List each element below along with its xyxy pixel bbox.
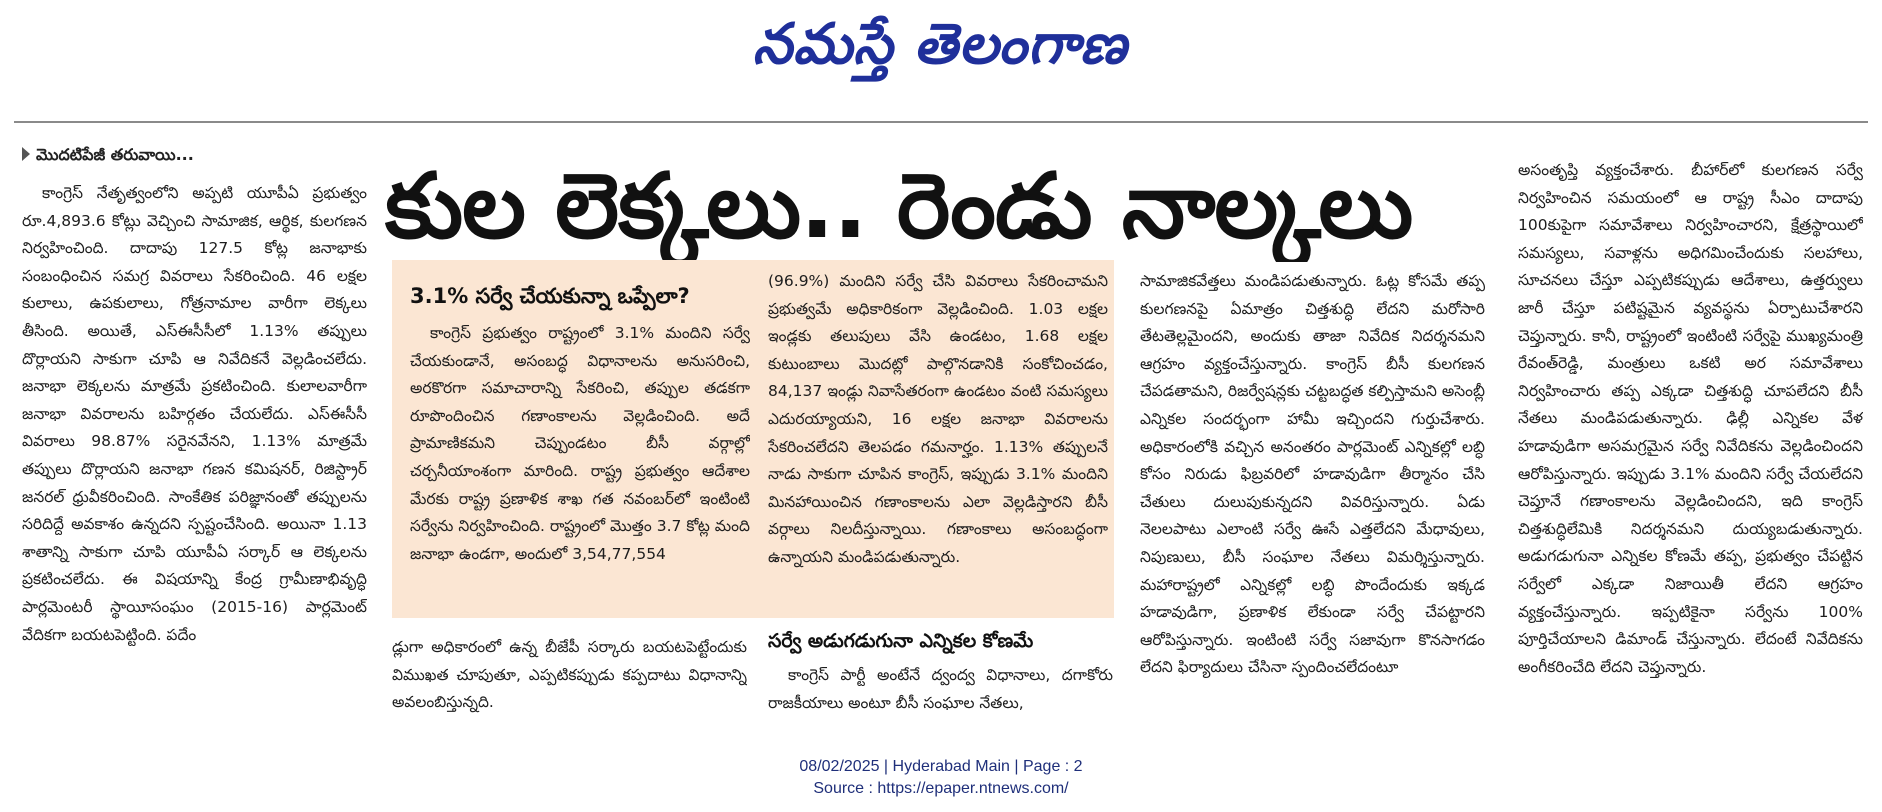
box-column-1 — [410, 320, 750, 610]
footer-dateline: 08/02/2025 | Hyderabad Main | Page : 2 — [799, 758, 1083, 775]
paragraph: డ్లుగా అధికారంలో ఉన్న బీజేపీ సర్కారు బయటపెట్టేందుకు విముఖత చూపుతూ, ఎప్పటికప్పుడు కప్పదాటు విధానాన్ని అవలంబిస్తున్నది. — [392, 638, 747, 712]
masthead — [0, 0, 1882, 100]
box-title: 3.1% సర్వే చేయకున్నా ఒప్పేలా? — [410, 284, 690, 308]
paragraph: సామాజికవేత్తలు మండిపడుతున్నారు. ఓట్ల కోసమే తప్ప కులగణనపై ఏమాత్రం చిత్తశుద్ధి లేదని మరోసారి తేటతెల్లమైందని, అందుకు తాజా నివేదిక నిదర్శనమని ఆగ్రహం వ్యక్తంచేస్తున్నారు. కాంగ్రెస్ బీసీ కులగణన చేపడతామని, రిజర్వేషన్లకు చట్టబద్ధత కల్పిస్తామని అసెంబ్లీ ఎన్నికల సందర్భంగా హామీ ఇచ్చిందని గుర్తుచేశారు. అధికారంలోకి వచ్చిన అనంతరం పార్లమెంట్ ఎన్నికల్లో లబ్ధి కోసం నిరుడు ఫిబ్రవరిలో హడావుడిగా తీర్మానం చేసి చేతులు దులుపుకున్నదని వివరిస్తున్నారు. ఏడు నెలలపాటు ఎలాంటి సర్వే ఊసే ఎత్తలేదని మేధావులు, నిపుణులు, బీసీ సంఘాల నేతలు విమర్శిస్తున్నారు. మహారాష్ట్రలో ఎన్నికల్లో లబ్ధి పొందేందుకు ఇక్కడ హడావుడిగా, ప్రణాళిక లేకుండా సర్వే చేపట్టారని ఆరోపిస్తున్నారు. ఇంటింటి సర్వే సజావుగా కొనసాగడం లేదని ఫిర్యాదులు చేసినా స్పందించలేదంటూ — [1140, 272, 1485, 677]
header-divider — [14, 121, 1868, 123]
newspaper-logo: నమస్తే తెలంగాణ — [752, 12, 1128, 77]
box-column-2 — [768, 268, 1108, 613]
paragraph: కాంగ్రెస్ ప్రభుత్వం రాష్ట్రంలో 3.1% మందిని సర్వే చేయకుండానే, అసంబద్ధ విధానాలను అనుసరించి, అరకొరగా సమాచారాన్ని సేకరించి, తప్పుల తడకగా రూపొందించిన గణాంకాలను వెల్లడించింది. అదే ప్రామాణికమని చెప్పుండటం బీసీ వర్గాల్లో చర్చనీయాంశంగా మారింది. రాష్ట్ర ప్రభుత్వం ఆదేశాల మేరకు రాష్ట్ర ప్రణాళిక శాఖ గత నవంబర్‌లో ఇంటింటి సర్వేను నిర్వహించింది. రాష్ట్రంలో మొత్తం 3.7 కోట్ల మంది జనాభా ఉండగా, అందులో 3,54,77,554 — [410, 324, 750, 563]
footer-source: Source : https://epaper.ntnews.com/ — [813, 780, 1069, 797]
article-column-left — [22, 180, 367, 720]
headline: కుల లెక్కలు.. రెండు నాల్కలు — [385, 154, 1413, 259]
article-column-right-1 — [1140, 268, 1485, 718]
article-column-sub — [768, 662, 1113, 722]
kicker-label: మొదటిపేజీ తరువాయి... — [36, 145, 194, 164]
subheading: సర్వే అడుగడుగునా ఎన్నికల కోణమే — [768, 630, 1034, 652]
paragraph: కాంగ్రెస్ పార్టీ అంటేనే ద్వంద్వ విధానాలు, దగాకోరు రాజకీయాలు అంటూ బీసీ సంఘాల నేతలు, — [768, 666, 1113, 712]
paragraph: కాంగ్రెస్ నేతృత్వంలోని అప్పటి యూపీఏ ప్రభుత్వం రూ.4,893.6 కోట్లు వెచ్చించి సామాజిక, ఆర్థిక, కులగణన నిర్వహించింది. దాదాపు 127.5 కోట్ల జనాభాకు సంబంధించిన సమగ్ర వివరాలు సేకరించింది. 46 లక్షల కులాలు, ఉపకులాలు, గోత్రనామాల వారీగా లెక్కలు తీసింది. అయితే, ఎస్ఈసీసీలో 1.13% తప్పులు దొర్లాయని సాకుగా చూపి ఆ నివేదికనే వెల్లడించలేదు. జనాభా లెక్కలను మాత్రమే ప్రకటించింది. కులాలవారీగా జనాభా వివరాలను బహిర్గతం చేయలేదు. ఎస్ఈసీసీ వివరాలు 98.87% సరైనవేనని, 1.13% మాత్రమే తప్పులు దొర్లాయని జనాభా గణన కమిషనర్, రిజిస్ట్రార్ జనరల్ ధ్రువీకరించింది. సాంకేతిక పరిజ్ఞానంతో తప్పులను సరిదిద్దే అవకాశం ఉన్నదని స్పష్టంచేసింది. అయినా 1.13 శాతాన్ని సాకుగా చూపి యూపీఏ సర్కార్ ఆ లెక్కలను ప్రకటించలేదు. ఈ విషయాన్ని కేంద్ర గ్రామీణాభివృద్ధి పార్లమెంటరీ స్థాయీసంఘం (2015-16) పార్లమెంట్ వేదికగా బయటపెట్టింది. పదేం — [22, 184, 367, 644]
paragraph: (96.9%) మందిని సర్వే చేసి వివరాలు సేకరించామని ప్రభుత్వమే అధికారికంగా వెల్లడించింది. 1.03 లక్షల ఇండ్లకు తలుపులు వేసి ఉండటం, 1.68 లక్షల కుటుంబాలు మొదట్లో పాల్గొనడానికి సంకోచించడం, 84,137 ఇండ్లు నివాసేతరంగా ఉండటం వంటి సమస్యలు ఎదురయ్యాయని, 16 లక్షల జనాభా వివరాలను సేకరించలేదని తెలపడం గమనార్హం. 1.13% తప్పులనే నాడు సాకుగా చూపిన కాంగ్రెస్, ఇప్పుడు 3.1% మందిని మినహాయించిన గణాంకాలను ఎలా వెల్లడిస్తారని బీసీ వర్గాలు నిలదీస్తున్నాయి. గణాంకాలు అసంబద్ధంగా ఉన్నాయని మండిపడుతున్నారు. — [768, 272, 1108, 566]
article-column-right-2 — [1518, 157, 1863, 722]
article-column-mid-below — [392, 634, 747, 724]
chevron-right-icon — [22, 147, 30, 161]
paragraph: అసంతృప్తి వ్యక్తంచేశారు. బీహార్‌లో కులగణన సర్వే నిర్వహించిన సమయంలో ఆ రాష్ట్ర సీఎం దాదాపు 100కుపైగా సమావేశాలు నిర్వహించారని, క్షేత్రస్థాయిలో సమస్యలు, సవాళ్లను అధిగమించేందుకు సలహాలు, సూచనలు చేస్తూ ఎప్పటికప్పుడు ఆదేశాలు, ఉత్తర్వులు జారీ చేస్తూ పటిష్టమైన వ్యవస్థను ఏర్పాటుచేశారని చెప్తున్నారు. కానీ, రాష్ట్రంలో ఇంటింటి సర్వేపై ముఖ్యమంత్రి రేవంత్‌రెడ్డి, మంత్రులు ఒకటి అర సమావేశాలు నిర్వహించారు తప్ప ఎక్కడా చిత్తశుద్ధి చూపలేదని బీసీ నేతలు మండిపడుతున్నారు. ఢిల్లీ ఎన్నికల వేళ హడావుడిగా అసమగ్రమైన సర్వే నివేదికను వెల్లడించిందని ఆరోపిస్తున్నారు. ఇప్పుడు 3.1% మందిని సర్వే చేయలేదని చెప్తూనే గణాంకాలను వెల్లడించిందని, ఇది కాంగ్రెస్ చిత్తశుద్ధిలేమికి నిదర్శనమని దుయ్యబడుతున్నారు. అడుగడుగునా ఎన్నికల కోణమే తప్ప, ప్రభుత్వం చేపట్టిన సర్వేలో ఎక్కడా నిజాయితీ లేదని ఆగ్రహం వ్యక్తంచేస్తున్నారు. ఇప్పటికైనా సర్వేను 100% పూర్తిచేయాలని డిమాండ్ చేస్తున్నారు. లేదంటే నివేదికను అంగీకరించేది లేదని చెప్తున్నారు. — [1518, 161, 1863, 676]
continuation-kicker — [22, 145, 194, 168]
